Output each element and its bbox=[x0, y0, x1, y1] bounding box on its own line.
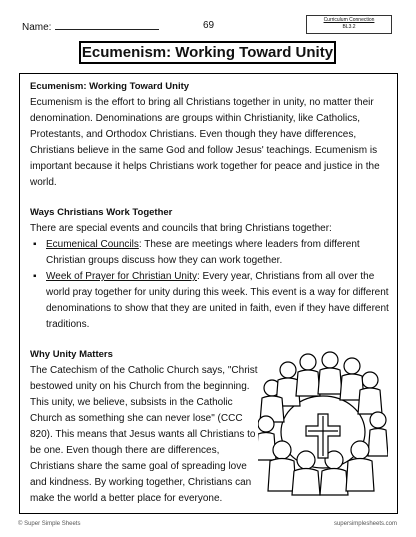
list-item-text: : Every year, Christians from all over the world pray together for unity during this week. This event is a way for different denominations to show that they are united in faith, even if they have different traditions. bbox=[46, 271, 389, 330]
curriculum-title: Curriculum Connection bbox=[323, 17, 375, 23]
section3-body: The Catechism of the Catholic Church says, "Christ bestowed unity on his Church from the beginning. This unity, we believe, subsists in the Catholic Church as something she can never lose" (CCC 820). This means that Jesus wants all Christians to be one. Even though there are differences, Christians share the same goal of spreading love and kindness. By working together, Christians can make the world a better place for everyone. bbox=[30, 365, 258, 504]
list-item-text: : These are meetings where leaders from different Christian groups discuss how they can work together. bbox=[46, 239, 360, 266]
name-row bbox=[22, 20, 159, 33]
footer-website: supersimplesheets.com bbox=[333, 521, 397, 527]
name-label: Name: bbox=[22, 22, 52, 33]
list-item bbox=[46, 237, 390, 269]
curriculum-code: BL3.2 bbox=[342, 24, 356, 30]
section2-intro: There are special events and councils that bring Christians together: bbox=[30, 223, 332, 234]
name-line[interactable] bbox=[55, 20, 159, 30]
page-number: 69 bbox=[203, 20, 215, 31]
section1-body: Ecumenism is the effort to bring all Christians together in unity, no matter their denomination. Denominations are groups within Christianity, like Catholics, Protestants, and Orthodox Christians. Even though they have differences, Christians believe in the same God and follow Jesus' teachings. Ecumenism is important because it helps Christians work together for peace and justice in the world. bbox=[30, 97, 380, 188]
people-circle-with-cross-icon bbox=[258, 346, 388, 496]
list-item bbox=[46, 269, 390, 333]
footer-copyright: © Super Simple Sheets bbox=[18, 521, 81, 527]
section2-heading: Ways Christians Work Together bbox=[30, 207, 173, 218]
list-item-term: Ecumenical Councils bbox=[46, 239, 139, 250]
section1-heading: Ecumenism: Working Toward Unity bbox=[30, 81, 190, 92]
page-title: Ecumenism: Working Toward Unity bbox=[79, 41, 336, 64]
ways-list bbox=[30, 237, 390, 333]
curriculum-connection-box bbox=[306, 15, 392, 34]
section3-heading: Why Unity Matters bbox=[30, 349, 113, 360]
list-item-term: Week of Prayer for Christian Unity bbox=[46, 271, 197, 282]
